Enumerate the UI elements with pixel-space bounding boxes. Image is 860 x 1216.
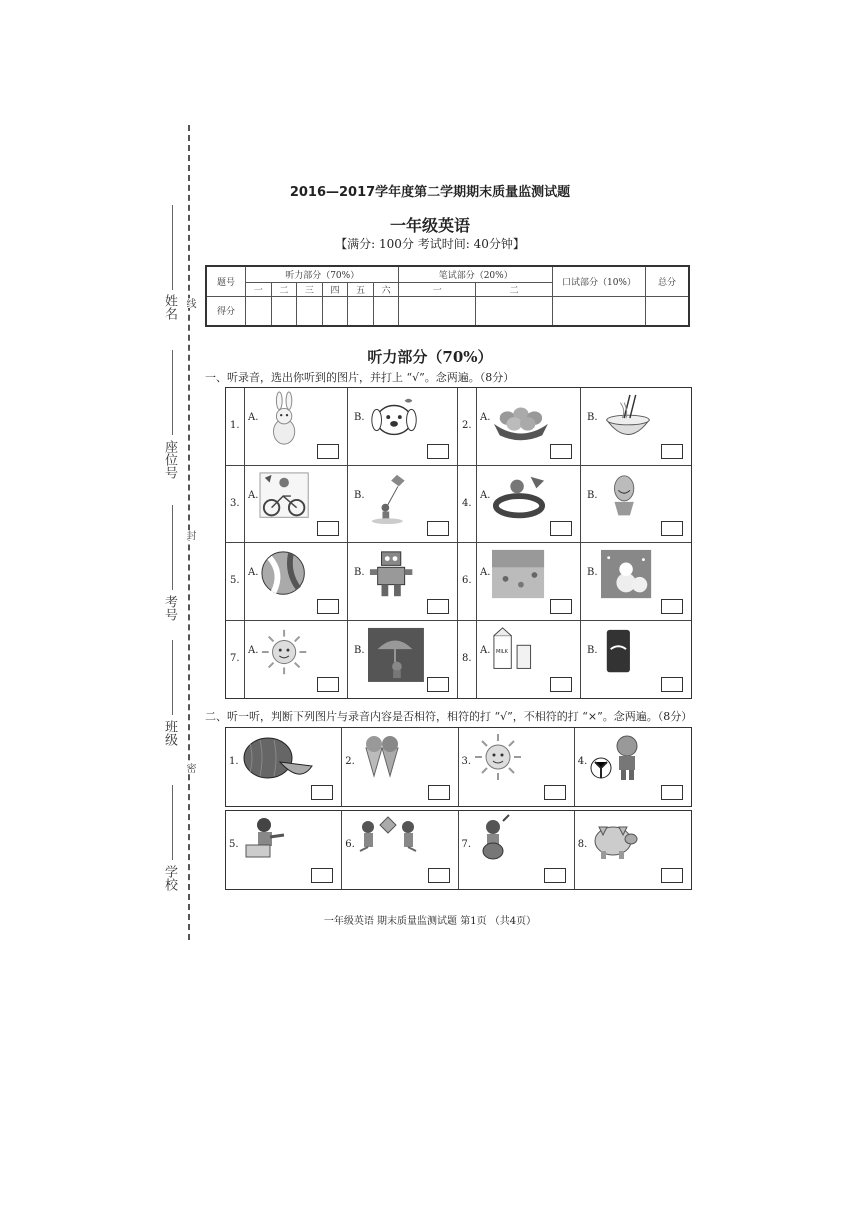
autumn-leaves-picture — [492, 549, 546, 601]
listening-header: 听力部分（70%） — [246, 266, 399, 282]
score-cell[interactable] — [246, 296, 272, 326]
kite-boy-picture — [368, 472, 422, 524]
q1-option-cell — [226, 543, 348, 621]
q2-picture-cell — [342, 728, 458, 806]
number-divider — [244, 466, 245, 544]
col-l4: 四 — [322, 282, 348, 296]
question-number: 4. — [462, 497, 472, 509]
q2-instruction: 二、听一听，判断下列图片与录音内容是否相符，相符的打 “√”，不相符的打 “×”。念两遍。（8分） — [205, 710, 693, 723]
option-a-label: A. — [248, 567, 259, 578]
number-divider — [476, 621, 477, 699]
question-number: 6. — [345, 839, 355, 850]
option-a-label: A. — [248, 644, 259, 656]
answer-box[interactable] — [311, 785, 333, 800]
q1-option-cell — [581, 466, 691, 544]
q1-option-cell — [348, 543, 458, 621]
subject-title: 一年级英语 — [389, 216, 470, 235]
option-b-label: B. — [354, 489, 365, 501]
question-number: 2. — [345, 756, 355, 767]
q2-picture-cell — [226, 728, 342, 806]
q2-grid-row2 — [225, 810, 692, 890]
secret-mark: 密 — [184, 763, 195, 773]
answer-box[interactable] — [550, 677, 572, 692]
answer-box[interactable] — [550, 521, 572, 536]
class-line — [172, 640, 173, 715]
option-b-label: B. — [587, 412, 598, 423]
option-b-label: B. — [354, 644, 365, 656]
answer-box[interactable] — [544, 785, 566, 800]
col-w1: 一 — [399, 282, 476, 296]
cola-picture — [601, 627, 655, 679]
score-cell[interactable] — [399, 296, 476, 326]
option-b-label: B. — [354, 567, 365, 578]
q1-option-cell — [458, 466, 581, 544]
girl-drum-picture — [473, 815, 529, 871]
col-l6: 六 — [373, 282, 399, 296]
option-a-label: A. — [480, 489, 491, 501]
question-number: 4. — [577, 756, 588, 767]
q-no-label: 题号 — [206, 266, 246, 296]
q1-option-cell — [348, 621, 458, 699]
q1-grid — [225, 387, 692, 699]
q2-picture-cell — [459, 811, 575, 889]
girl-reading-picture — [240, 815, 296, 871]
eggs-picture — [492, 394, 546, 446]
score-cell[interactable] — [373, 296, 399, 326]
q1-option-cell — [581, 621, 691, 699]
winter-snow-picture — [601, 549, 655, 601]
q1-option-cell — [458, 543, 581, 621]
question-number: 8. — [577, 839, 588, 850]
number-divider — [244, 621, 245, 699]
score-cell[interactable] — [476, 296, 553, 326]
option-a-label: A. — [480, 644, 491, 656]
number-divider — [476, 388, 477, 466]
q1-instruction: 一、听录音，选出你听到的图片，并打上 “√”。念两遍。（8分） — [205, 371, 515, 384]
answer-box[interactable] — [427, 677, 449, 692]
seat-label: 座位号 — [162, 440, 177, 479]
score-label: 得分 — [206, 296, 246, 326]
question-number: 2. — [462, 420, 472, 431]
score-cell[interactable] — [297, 296, 323, 326]
col-l3: 三 — [297, 282, 323, 296]
listening-section-title: 听力部分（70%） — [367, 348, 493, 366]
pig-picture — [589, 815, 645, 871]
answer-box[interactable] — [544, 868, 566, 883]
question-number: 6. — [462, 575, 472, 586]
answer-box[interactable] — [661, 677, 683, 692]
question-number: 1. — [229, 756, 239, 767]
number-divider — [244, 543, 245, 621]
q1-option-cell — [226, 466, 348, 544]
noodles-picture — [601, 394, 655, 446]
rabbit-picture — [260, 394, 314, 446]
answer-box[interactable] — [661, 868, 683, 883]
score-cell[interactable] — [553, 296, 646, 326]
q2-picture-cell — [459, 728, 575, 806]
exam-no-line — [172, 505, 173, 590]
beach-ball-picture — [260, 549, 314, 601]
q2-picture-cell — [342, 811, 458, 889]
watermelon-picture — [240, 732, 312, 788]
question-number: 1. — [230, 420, 240, 431]
option-a-label: A. — [480, 412, 491, 423]
oral-header: 口试部分（10%） — [553, 266, 646, 296]
score-cell[interactable] — [322, 296, 348, 326]
puppy-picture — [368, 394, 422, 446]
answer-box[interactable] — [661, 599, 683, 614]
school-line — [172, 785, 173, 860]
answer-box[interactable] — [428, 868, 450, 883]
score-table — [205, 265, 690, 327]
number-divider — [244, 388, 245, 466]
class-label: 班级 — [162, 720, 177, 746]
answer-box[interactable] — [317, 521, 339, 536]
question-number: 8. — [462, 652, 472, 664]
answer-box[interactable] — [317, 677, 339, 692]
milk-label: MILK — [496, 648, 508, 655]
q2-grid-row1 — [225, 727, 692, 807]
page-footer: 一年级英语 期末质量监测试题 第1页 （共4页） — [323, 916, 537, 927]
col-l5: 五 — [348, 282, 374, 296]
egg-doll-picture — [601, 472, 655, 524]
q1-option-cell — [458, 621, 581, 699]
number-divider — [476, 466, 477, 544]
option-b-label: B. — [587, 644, 598, 656]
answer-box[interactable] — [661, 521, 683, 536]
option-b-label: B. — [587, 567, 598, 578]
q1-option-cell — [226, 621, 348, 699]
exam-no-label: 考号 — [162, 595, 177, 621]
q2-picture-cell — [575, 728, 691, 806]
answer-box[interactable] — [427, 599, 449, 614]
bicycle-kite-girl-picture — [260, 472, 314, 524]
name-label: 姓名 — [162, 294, 177, 320]
q2-picture-cell — [575, 811, 691, 889]
answer-box[interactable] — [427, 444, 449, 459]
written-header: 笔试部分（20%） — [399, 266, 553, 282]
answer-box[interactable] — [311, 868, 333, 883]
col-l2: 二 — [271, 282, 297, 296]
score-cell[interactable] — [271, 296, 297, 326]
q1-option-cell — [581, 388, 691, 466]
q1-option-cell — [226, 388, 348, 466]
option-b-label: B. — [587, 489, 598, 501]
answer-box[interactable] — [317, 599, 339, 614]
line-mark: 线 — [184, 298, 195, 308]
answer-box[interactable] — [550, 599, 572, 614]
question-number: 3. — [461, 756, 472, 767]
q1-option-cell — [581, 543, 691, 621]
kids-dancing-picture — [356, 815, 428, 871]
question-number: 5. — [229, 839, 239, 850]
robot-picture — [368, 549, 422, 601]
option-b-label: B. — [354, 412, 365, 423]
option-a-label: A. — [248, 489, 259, 501]
rain-umbrella-picture — [368, 627, 422, 679]
score-cell[interactable] — [646, 296, 690, 326]
option-a-label: A. — [480, 567, 491, 578]
score-cell[interactable] — [348, 296, 374, 326]
q2-picture-cell — [226, 811, 342, 889]
q1-option-cell — [458, 388, 581, 466]
answer-box[interactable] — [317, 444, 339, 459]
answer-box[interactable] — [427, 521, 449, 536]
school-label: 学校 — [162, 865, 177, 891]
question-number: 3. — [230, 497, 240, 509]
question-number: 7. — [230, 652, 240, 664]
total-header: 总分 — [646, 266, 690, 296]
seal-mark: 封 — [184, 530, 195, 540]
exam-meta: 【满分: 100分 考试时间: 40分钟】 — [335, 237, 525, 251]
option-a-label: A. — [248, 412, 259, 423]
swim-ring-boy-picture — [492, 472, 546, 524]
col-l1: 一 — [246, 282, 272, 296]
sun-picture — [260, 627, 314, 679]
question-number: 7. — [461, 839, 472, 850]
q1-option-cell — [348, 466, 458, 544]
q1-option-cell — [348, 388, 458, 466]
sun-picture — [473, 732, 529, 788]
number-divider — [476, 543, 477, 621]
exam-title: 2016—2017学年度第二学期期末质量监测试题 — [289, 185, 571, 200]
col-w2: 二 — [476, 282, 553, 296]
answer-box[interactable] — [661, 444, 683, 459]
ice-cream-picture — [356, 732, 412, 788]
answer-box[interactable] — [428, 785, 450, 800]
answer-box[interactable] — [661, 785, 683, 800]
boy-football-picture — [589, 732, 645, 788]
answer-box[interactable] — [550, 444, 572, 459]
question-number: 5. — [230, 575, 240, 586]
